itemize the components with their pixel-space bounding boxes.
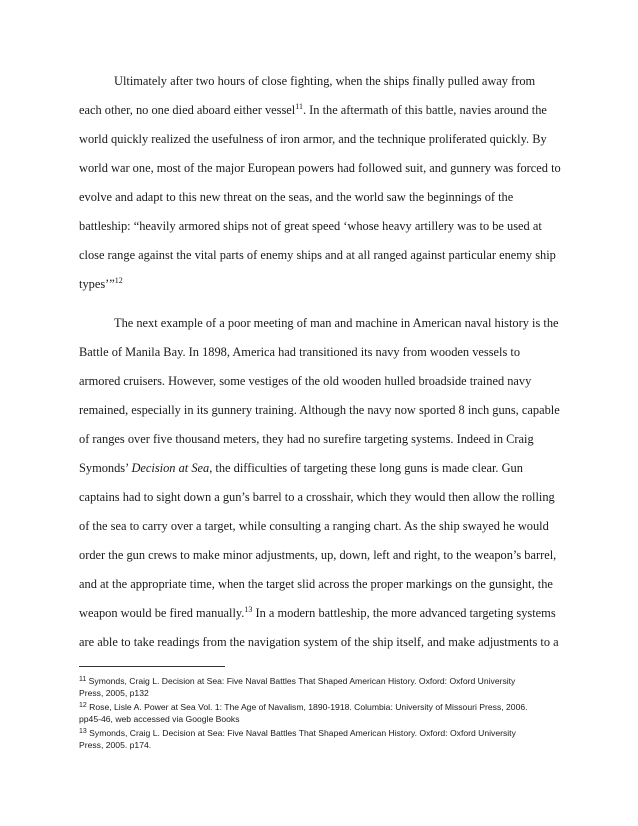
footnote-text: Symonds, Craig L. Decision at Sea: Five Naval Battles That Shaped American History. Oxford: Oxford University	[86, 728, 516, 738]
body-line	[79, 518, 549, 534]
footnote-ref-13: 13	[244, 605, 253, 614]
text-span: captains had to sight down a gun’s barrel to a crosshair, which they would then allow the rolling	[79, 490, 555, 504]
body-line	[79, 189, 513, 205]
footnote-11-cont	[79, 687, 149, 699]
body-line	[79, 160, 561, 176]
footnote-12-cont	[79, 713, 240, 725]
text-span: are able to take readings from the navigation system of the ship itself, and make adjustments to a	[79, 635, 559, 649]
footnote-13-cont	[79, 739, 151, 751]
footnote-separator	[79, 666, 225, 667]
book-title: Decision at Sea	[131, 461, 210, 475]
text-span: of ranges over five thousand meters, they had no surefire targeting systems. Indeed in Craig	[79, 432, 534, 446]
body-line	[79, 460, 523, 476]
text-span: each other, no one died aboard either vessel	[79, 103, 296, 117]
text-span: and at the appropriate time, when the target slid across the proper markings on the gunsight, the	[79, 577, 553, 591]
footnote-number: 12	[79, 702, 87, 709]
footnote-number: 13	[79, 728, 87, 735]
body-line	[79, 247, 556, 263]
text-span: world war one, most of the major European powers had followed suit, and gunnery was forced to	[79, 161, 561, 175]
body-line	[79, 431, 534, 447]
text-span: of the sea to carry over a target, while consulting a ranging chart. As the ship swayed he would	[79, 519, 549, 533]
footnote-13	[79, 726, 516, 739]
body-line	[79, 605, 556, 621]
text-span: The next example of a poor meeting of man and machine in American naval history is the	[114, 316, 559, 330]
text-span: remained, especially in its gunnery training. Although the navy now sported 8 inch guns, capable	[79, 403, 560, 417]
text-span: , the difficulties of targeting these long guns is made clear. Gun	[209, 461, 523, 475]
body-line	[79, 489, 555, 505]
text-span: types’”	[79, 277, 115, 291]
body-line	[79, 373, 531, 389]
text-span: armored cruisers. However, some vestiges of the old wooden hulled broadside trained navy	[79, 374, 532, 388]
body-line	[114, 73, 535, 89]
footnote-text: Press, 2005. p174.	[79, 740, 152, 750]
text-span: world quickly realized the usefulness of iron armor, and the technique proliferated quickly. By	[79, 132, 547, 146]
text-span: Symonds’	[79, 461, 132, 475]
text-span: Battle of Manila Bay. In 1898, America had transitioned its navy from wooden vessels to	[79, 345, 521, 359]
body-line	[114, 315, 559, 331]
footnote-number: 11	[79, 676, 87, 683]
body-line	[79, 131, 547, 147]
footnote-11	[79, 674, 515, 687]
text-span: close range against the vital parts of enemy ships and at all ranged against particular enemy ship	[79, 248, 556, 262]
footnote-text: Rose, Lisle A. Power at Sea Vol. 1: The Age of Navalism, 1890-1918. Columbia: University of Missouri Press, 2006.	[86, 702, 528, 712]
text-span: . In the aftermath of this battle, navies around the	[302, 103, 547, 117]
footnote-12	[79, 700, 528, 713]
body-line	[79, 102, 547, 118]
text-span: Ultimately after two hours of close fighting, when the ships finally pulled away from	[114, 74, 536, 88]
text-span: battleship: “heavily armored ships not of great speed ‘whose heavy artillery was to be used at	[79, 219, 542, 233]
footnote-ref-11: 11	[295, 102, 303, 111]
body-line	[79, 218, 542, 234]
text-span: evolve and adapt to this new threat on the seas, and the world saw the beginnings of the	[79, 190, 514, 204]
footnote-text: Press, 2005, p132	[79, 688, 149, 698]
body-line	[79, 576, 553, 592]
text-span: weapon would be fired manually.	[79, 606, 245, 620]
text-span: In a modern battleship, the more advanced targeting systems	[252, 606, 556, 620]
body-line	[79, 547, 556, 563]
footnote-text: Symonds, Craig L. Decision at Sea: Five Naval Battles That Shaped American History. Oxford: Oxford University	[86, 676, 516, 686]
footnote-text: pp45-46, web accessed via Google Books	[79, 714, 240, 724]
body-line	[79, 344, 520, 360]
body-line	[79, 402, 560, 418]
text-span: order the gun crews to make minor adjustments, up, down, left and right, to the weapon’s barrel,	[79, 548, 557, 562]
body-line	[79, 634, 559, 650]
footnote-ref-12: 12	[114, 276, 123, 285]
body-line	[79, 276, 123, 292]
